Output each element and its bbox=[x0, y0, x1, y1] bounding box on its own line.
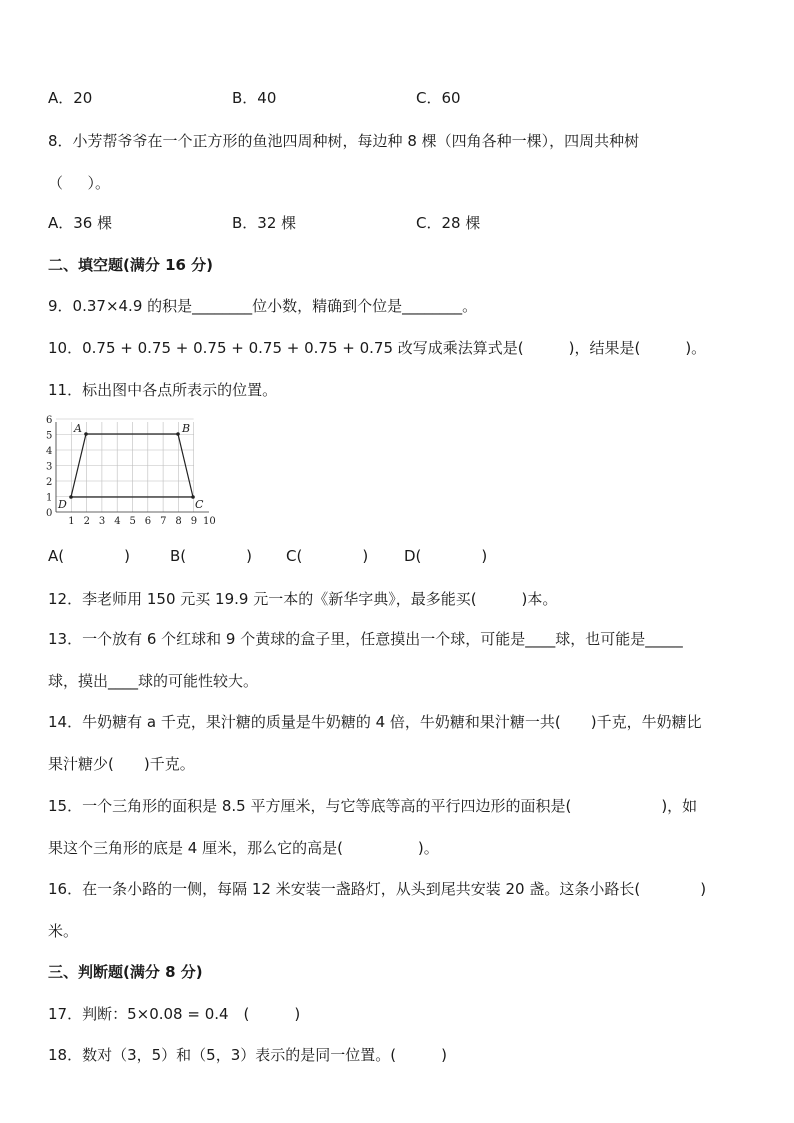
q11-answer-a: A( ) bbox=[48, 547, 130, 565]
q15-question-cont: 果这个三角形的底是 4 厘米，那么它的高是( )。 bbox=[48, 839, 439, 857]
q11-answer-d: D( ) bbox=[404, 547, 488, 565]
section-judgement-title: 三、判断题(满分 8 分) bbox=[48, 963, 203, 981]
coordinate-grid-figure bbox=[44, 412, 224, 528]
q8-question-cont: （ ）。 bbox=[48, 174, 111, 192]
point-a-label: A bbox=[74, 422, 82, 435]
section-fill-in-title: 二、填空题(满分 16 分) bbox=[48, 256, 214, 274]
y-tick-label: 2 bbox=[46, 477, 53, 488]
q7-option-c: C．60 bbox=[416, 89, 461, 107]
q18-question: 18．数对（3，5）和（5，3）表示的是同一位置。( ) bbox=[48, 1046, 447, 1064]
q14-question: 14．牛奶糖有 a 千克，果汁糖的质量是牛奶糖的 4 倍，牛奶糖和果汁糖一共( )千克，牛奶糖比 bbox=[48, 713, 702, 731]
y-tick-label: 0 bbox=[46, 508, 53, 519]
x-tick-label: 6 bbox=[144, 516, 152, 527]
x-tick-label: 5 bbox=[129, 516, 136, 527]
q13-question: 13．一个放有 6 个红球和 9 个黄球的盒子里，任意摸出一个球，可能是____球，也可能是_____ bbox=[48, 630, 683, 648]
point-d-label: D bbox=[58, 498, 67, 511]
q12-question: 12．李老师用 150 元买 19.9 元一本的《新华字典》，最多能买( )本。 bbox=[48, 590, 558, 608]
point-a-dot bbox=[84, 432, 88, 436]
x-tick-label: 9 bbox=[190, 516, 198, 527]
y-tick-label: 3 bbox=[46, 461, 53, 473]
q10-question: 10．0.75 + 0.75 + 0.75 + 0.75 + 0.75 + 0.75 改写成乘法算式是( )，结果是( )。 bbox=[48, 339, 707, 357]
x-tick-label: 2 bbox=[83, 516, 90, 527]
point-d-dot bbox=[69, 495, 73, 499]
q11-answer-b: B( ) bbox=[170, 547, 252, 565]
q13-question-cont: 球，摸出____球的可能性较大。 bbox=[48, 672, 259, 690]
q9-question: 9．0.37×4.9 的积是________位小数，精确到个位是________。 bbox=[48, 297, 478, 315]
y-tick-label: 4 bbox=[46, 446, 53, 457]
q8-option-a: A．36 棵 bbox=[48, 214, 113, 232]
y-tick-label: 5 bbox=[46, 430, 53, 442]
q15-question: 15．一个三角形的面积是 8.5 平方厘米，与它等底等高的平行四边形的面积是( )，如 bbox=[48, 797, 698, 815]
q11-question: 11．标出图中各点所表示的位置。 bbox=[48, 381, 278, 399]
q8-option-b: B．32 棵 bbox=[232, 214, 297, 232]
q11-answer-c: C( ) bbox=[286, 547, 369, 565]
point-b-dot bbox=[176, 432, 180, 436]
q8-question: 8．小芳帮爷爷在一个正方形的鱼池四周种树，每边种 8 棵（四角各种一棵），四周共种树 bbox=[48, 132, 640, 150]
x-tick-label: 8 bbox=[175, 516, 182, 527]
point-b-label: B bbox=[182, 422, 191, 435]
x-tick-label: 3 bbox=[98, 516, 106, 527]
x-tick-label: 7 bbox=[160, 516, 167, 527]
y-tick-label: 1 bbox=[46, 492, 53, 504]
x-tick-label: 1 bbox=[68, 516, 75, 527]
point-c-label: C bbox=[195, 498, 204, 511]
y-tick-label: 6 bbox=[46, 415, 53, 426]
q16-question: 16．在一条小路的一侧，每隔 12 米安装一盏路灯，从头到尾共安装 20 盏。这条小路长( ) bbox=[48, 880, 707, 898]
q7-option-b: B．40 bbox=[232, 89, 277, 107]
x-tick-label: 4 bbox=[114, 516, 121, 527]
q7-option-a: A．20 bbox=[48, 89, 93, 107]
q17-question: 17．判断：5×0.08 = 0.4 ( ) bbox=[48, 1005, 301, 1023]
q8-option-c: C．28 棵 bbox=[416, 214, 481, 232]
x-tick-label: 10 bbox=[203, 516, 216, 527]
q14-question-cont: 果汁糖少( )千克。 bbox=[48, 755, 195, 773]
q16-question-cont: 米。 bbox=[48, 922, 79, 940]
